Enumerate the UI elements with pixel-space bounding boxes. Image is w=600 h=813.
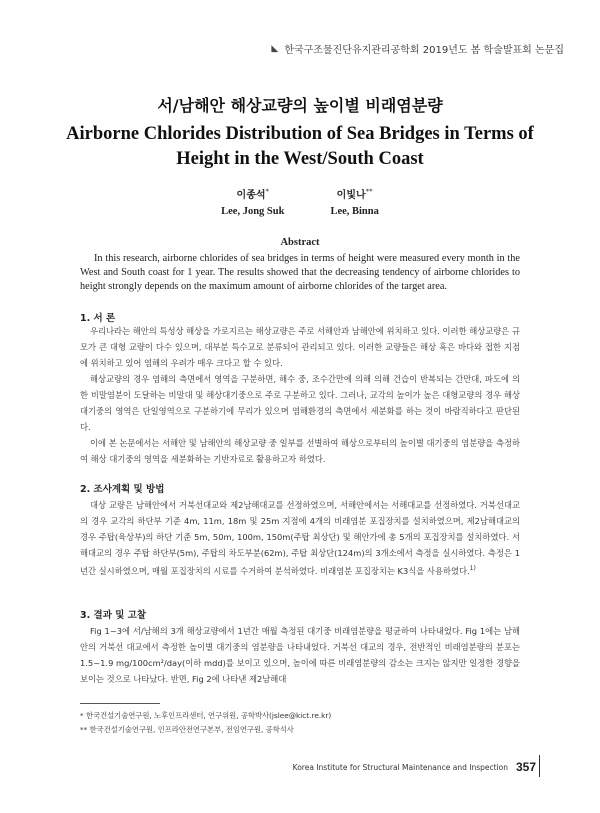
author-1-english-name: Lee, Jong Suk — [221, 206, 285, 217]
reference-mark: 1) — [469, 565, 476, 572]
author-2-english-name: Lee, Binna — [330, 206, 379, 217]
author-1 — [221, 186, 284, 217]
footer-organization: Korea Institute for Structural Maintenance and Inspection — [292, 762, 508, 772]
journal-name: 한국구조물진단유지관리공학회 2019년도 봄 학술발표회 논문집 — [284, 45, 564, 56]
title-korean: 서/남해안 해상교량의 높이별 비래염분량 — [157, 96, 443, 115]
footnote-divider — [80, 703, 160, 704]
author-2-mark: ** — [365, 187, 373, 196]
author-2-korean-name: 이빛나 — [336, 190, 366, 201]
footnote-1: * 한국건설기술연구원, 노후인프라센터, 연구위원, 공학박사(jslee@kict.re.kr) — [80, 711, 332, 720]
author-2 — [330, 186, 378, 217]
page-number: 357 — [515, 760, 536, 774]
intro-paragraph-3: 이에 본 논문에서는 서해안 및 남해안의 해상교량 중 일부를 선별하여 해상으로부터의 높이별 대기중의 염분량을 측정하여 해상 대기중의 영역을 세분화하는 기반자료로 활용하고자 하였다. — [80, 438, 520, 464]
abstract-heading: Abstract — [280, 237, 320, 248]
author-1-mark: * — [265, 187, 270, 196]
methods-paragraph-1 — [80, 497, 520, 579]
section-heading-introduction: 1. 서 론 — [80, 313, 116, 324]
section-heading-methods: 2. 조사계획 및 방법 — [80, 484, 165, 495]
intro-paragraph-1: 우리나라는 해안의 특성상 해상을 가로지르는 해상교량은 주로 서해안과 남해안에 위치하고 있다. 이러한 해상교량은 규모가 큰 대형 교량이 다수 있으며, 대부분 특수교로 분류되어 관리되고 있다. 이러한 교량들은 해상 혹은 바다와 접한 지점에 위치하고 있어 염해의 우려가 매우 크다고 할 수 있다. — [80, 326, 520, 368]
section-heading-results: 3. 결과 및 고찰 — [80, 610, 147, 621]
journal-header — [271, 41, 564, 56]
triangle-marker-icon: ◣ — [271, 43, 279, 54]
title-english: Airborne Chlorides Distribution of Sea Bridges in Terms of Height in the West/South Coast — [66, 124, 534, 169]
footnote-2: ** 한국건설기술연구원, 인프라안전연구본부, 전임연구원, 공학석사 — [80, 725, 294, 734]
results-paragraph-1: Fig 1~3에 서/남해의 3개 해상교량에서 1년간 매월 측정된 대기중 비래염분량을 평균하여 나타내었다. Fig 1에는 남해안의 거북선 대교에서 측정한 높이별 대기중의 염분량을 나타내었다. 거북선 대교의 경우, 전반적인 비래염분량의 분포는 1.5~1.9 mg/100cm²/day(이하 mdd)를 보이고 있으며, 높이에 따른 비래염분량의 감소는 크지는 않지만 일정한 경향을 보이는 것으로 나타났다. 반면, Fig 2에 나타낸 제2남해대 — [80, 626, 520, 684]
methods-paragraph-1-text: 대상 교량은 남해안에서 거북선대교와 제2남해대교를 선정하였으며, 서해안에서는 서해대교를 선정하였다. 거북선대교의 경우 교각의 하단부 기준 4m, 11m, 18m 및 25m 지점에 4개의 비래염분 포집장치를 설치하였으며, 제2남해대교의 경우 주탑(육상부)의 하단 기준 5m, 50m, 100m, 150m(주탑 최상단) 및 해안가에 총 5개의 포집장치를 설치하였다. 서해대교의 경우 주탑 하단부(5m), 주탑의 차도부분(62m), 주탑 최상단(124m)의 3개소에서 측정을 실시하였다. 측정은 1년간 실시하였으며, 매월 포집장치의 시료를 수거하여 분석하였다. 비래염분 포집장치는 K3식을 사용하였다. — [80, 500, 520, 576]
abstract-text: In this research, airborne chlorides of sea bridges in terms of height were measured every month in the West and South coast for 1 year. The results showed that the decreasing tendency of airborne chlorides to height strongly depends on the maximum amount of airborne chlorides of the target area. — [80, 253, 520, 292]
author-list — [0, 186, 600, 217]
intro-paragraph-2: 해상교량의 경우 염해의 측면에서 영역을 구분하면, 해수 중, 조수간만에 의해 의해 건습이 반복되는 간만대, 파도에 의한 비말염분이 도달하는 비말대 및 해상대기중으로 주로 구분하고 있다. 그러나, 교각의 높이가 높은 대형교량의 경우 해상대기중의 영역은 단일영역으로 구분하기에 무리가 있으며 염해환경의 측면에서 세분화를 하는 것이 바람직하다고 판단된다. — [80, 374, 520, 432]
page-divider-bar — [539, 755, 540, 777]
author-1-korean-name: 이종석 — [236, 190, 266, 201]
page-footer — [293, 760, 536, 774]
